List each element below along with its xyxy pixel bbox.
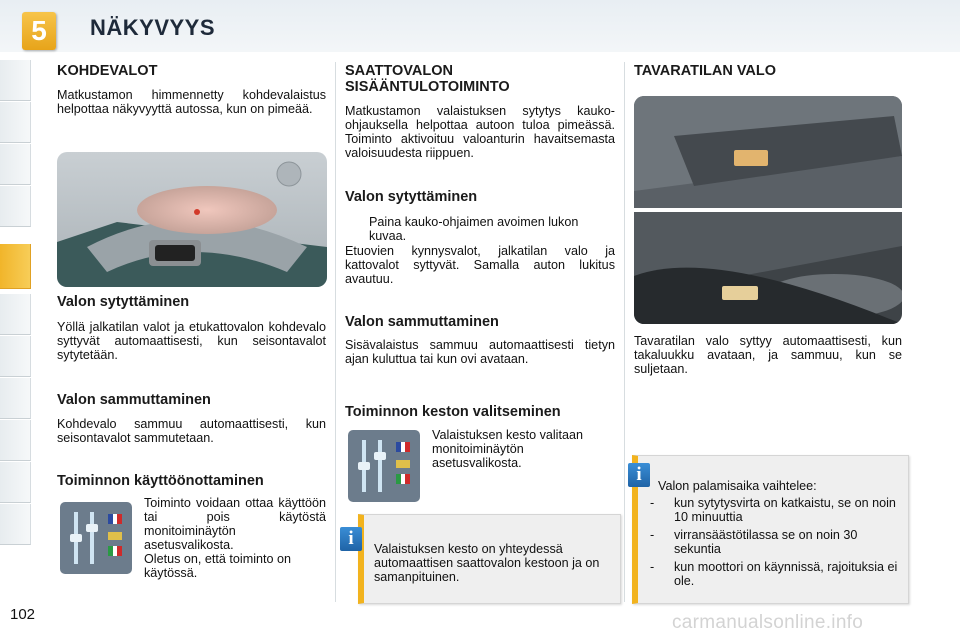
info-note-title: Valon palamisaika vaihtelee: — [658, 479, 817, 493]
page-number: 102 — [10, 606, 36, 623]
info-list — [648, 496, 903, 588]
paragraph: Etuovien kynnysvalot, jalkatilan valo ja kattovalot syttyvät. Samalla auton lukitus avautuu. — [345, 244, 615, 286]
section-heading-saattovalo — [345, 63, 510, 95]
side-tab-7[interactable] — [0, 336, 31, 377]
section-heading: Valon sammuttaminen — [57, 392, 211, 408]
column-divider — [335, 62, 336, 602]
settings-menu-icon — [60, 502, 132, 574]
heading-line: SAATTOVALON — [345, 63, 453, 79]
side-tab-4[interactable] — [0, 186, 31, 227]
heading-line: SISÄÄNTULOTOIMINTO — [345, 79, 510, 95]
paragraph: Yöllä jalkatilan valot ja etukattovalon kohdevalo syttyvät automaattisesti, kun seisontavalot sytytetään. — [57, 320, 326, 362]
list-item-text: virransäästötilassa se on noin 30 sekuntia — [674, 528, 858, 556]
section-heading-tavaratila: TAVARATILAN VALO — [634, 63, 777, 79]
side-tab-10[interactable] — [0, 462, 31, 503]
side-tab-3[interactable] — [0, 144, 31, 185]
list-dash: - — [650, 528, 655, 542]
list-dash: - — [650, 496, 655, 510]
paragraph: Toiminto voidaan ottaa käyttöön tai pois käytöstä monitoiminäytön asetusvalikosta. — [144, 496, 326, 552]
info-icon: i — [628, 463, 650, 487]
side-tab-6[interactable] — [0, 294, 31, 335]
paragraph: Valaistuksen kesto valitaan monitoiminäytön asetusvalikosta. — [432, 428, 583, 470]
side-tab-5-active[interactable] — [0, 244, 31, 289]
side-tab-8[interactable] — [0, 378, 31, 419]
trunk-light-photo — [634, 96, 902, 324]
paragraph: Oletus on, että toiminto on käytössä. — [144, 552, 292, 580]
paragraph: Tavaratilan valo syttyy automaattisesti, kun takaluukku avataan, ja sammuu, kun se suljetaan. — [634, 334, 902, 376]
section-heading-kohdevalot: KOHDEVALOT — [57, 63, 158, 79]
info-icon: i — [340, 527, 362, 551]
list-item — [648, 528, 903, 556]
section-heading: Valon sytyttäminen — [345, 189, 478, 205]
column-divider — [624, 62, 625, 602]
list-item — [648, 560, 903, 588]
side-tab-1[interactable] — [0, 60, 31, 101]
paragraph: Kohdevalo sammuu automaattisesti, kun seisontavalot sammutetaan. — [57, 417, 326, 445]
info-note — [632, 455, 909, 604]
section-heading: Toiminnon keston valitseminen — [345, 404, 561, 420]
list-item-text: kun sytytysvirta on katkaistu, se on noin 10 minuuttia — [674, 496, 896, 524]
ceiling-light-photo — [57, 152, 327, 287]
settings-menu-icon — [348, 430, 420, 502]
section-heading: Valon sytyttäminen — [57, 294, 190, 310]
section-heading: Valon sammuttaminen — [345, 314, 499, 330]
side-tab-2[interactable] — [0, 102, 31, 143]
bullet-text: Paina kauko-ohjaimen avoimen lukon kuvaa. — [369, 215, 579, 243]
chapter-side-tabs — [0, 60, 30, 580]
paragraph: Sisävalaistus sammuu automaattisesti tietyn ajan kuluttua tai kun ovi avataan. — [345, 338, 615, 366]
page-title: NÄKYVYYS — [90, 15, 216, 40]
paragraph: Matkustamon himmennetty kohdevalaistus helpottaa näkyvyyttä autossa, kun on pimeää. — [57, 88, 326, 116]
bullet-item — [345, 215, 615, 243]
chapter-number: 5 — [22, 12, 56, 50]
info-note — [358, 514, 621, 604]
section-heading: Toiminnon käyttöönottaminen — [57, 473, 264, 489]
watermark: carmanualsonline.info — [672, 612, 864, 633]
side-tab-11[interactable] — [0, 504, 31, 545]
list-item-text: kun moottori on käynnissä, rajoituksia ei ole. — [674, 560, 898, 588]
list-dash: - — [650, 560, 655, 574]
side-tab-9[interactable] — [0, 420, 31, 461]
list-item — [648, 496, 903, 524]
paragraph: Matkustamon valaistuksen sytytys kauko-ohjauksella helpottaa autoon tuloa pimeässä. Toiminto aktivoituu valoanturin havaitsemasta valoisuudesta riippuen. — [345, 104, 615, 160]
info-note-text: Valaistuksen kesto on yhteydessä automaattisen saattovalon kestoon ja on samanpituinen. — [374, 542, 600, 584]
